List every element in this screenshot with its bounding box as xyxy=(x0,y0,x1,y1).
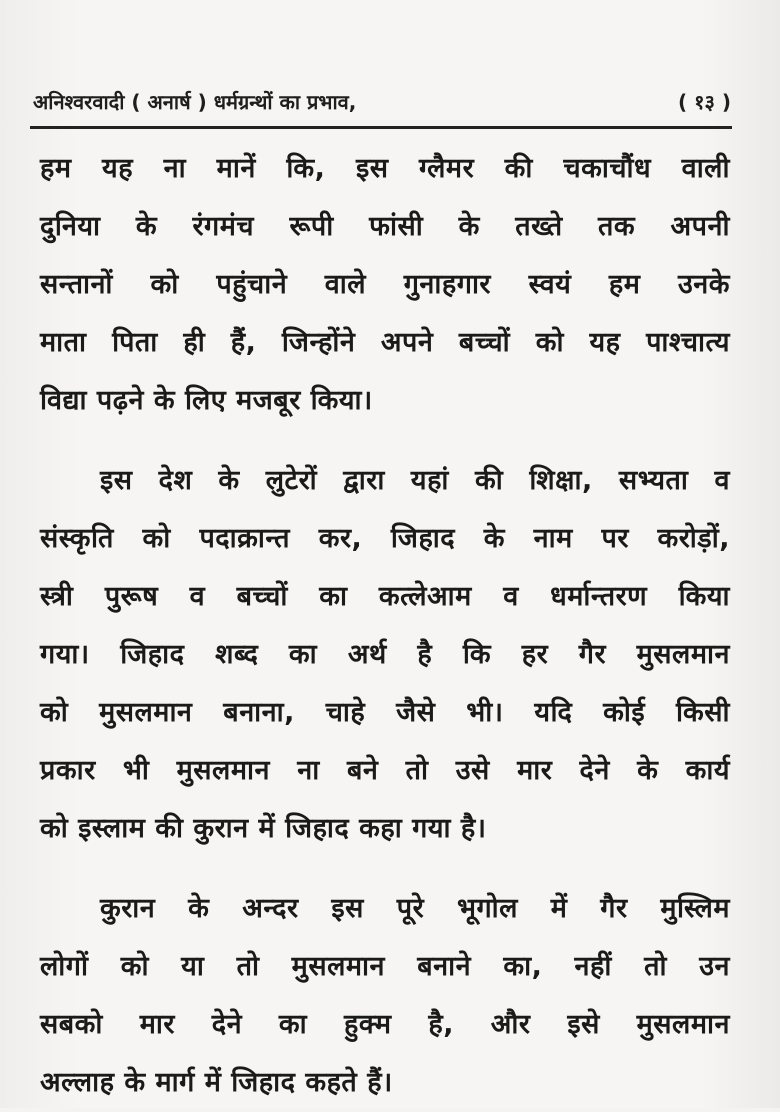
text-line: अल्लाह के मार्ग में जिहाद कहते हैं। xyxy=(40,1067,393,1098)
chapter-title: अनिश्वरवादी ( अनार्ष ) धर्मग्रन्थों का प्रभाव, xyxy=(33,90,357,114)
text-line: प्रकार भी मुसलमान ना बने तो उसे मार देने के कार्य xyxy=(40,755,730,786)
text-line: को मुसलमान बनाना, चाहे जैसे भी। यदि कोई किसी xyxy=(40,697,730,728)
text-line: को इस्लाम की कुरान में जिहाद कहा गया है। xyxy=(40,813,487,844)
text-line: गया। जिहाद शब्द का अर्थ है कि हर गैर मुसलमान xyxy=(40,639,730,670)
text-line: सबको मार देने का हुक्म है, और इसे मुसलमान xyxy=(40,1009,730,1040)
paragraph-3 xyxy=(40,880,730,1112)
text-line: संस्कृति को पदाक्रान्त कर, जिहाद के नाम पर करोड़ों, xyxy=(40,523,730,554)
header-divider xyxy=(30,126,732,129)
text-line: लोगों को या तो मुसलमान बनाने का, नहीं तो उन xyxy=(40,951,730,982)
text-line: दुनिया के रंगमंच रूपी फांसी के तख्ते तक अपनी xyxy=(40,211,730,242)
paragraph-2 xyxy=(40,452,730,858)
text-line: कुरान के अन्दर इस पूरे भूगोल में गैर मुस्लिम xyxy=(100,893,730,924)
text-line: माता पिता ही हैं, जिन्होंने अपने बच्चों को यह पाश्चात्य xyxy=(40,327,730,358)
paragraph-1 xyxy=(40,140,730,430)
text-line: विद्या पढ़ने के लिए मजबूर किया। xyxy=(40,385,373,416)
running-header xyxy=(33,88,731,116)
body-text xyxy=(40,140,730,1112)
text-line: इस देश के लुटेरों द्वारा यहां की शिक्षा, सभ्यता व xyxy=(100,465,730,496)
page-number: ( १३ ) xyxy=(677,90,731,114)
text-line: सन्तानों को पहुंचाने वाले गुनाहगार स्वयं हम उनके xyxy=(40,269,730,300)
text-line: हम यह ना मानें कि, इस ग्लैमर की चकाचौंध वाली xyxy=(40,153,730,184)
text-line: स्त्री पुरूष व बच्चों का कत्लेआम व धर्मान्तरण किया xyxy=(40,581,730,612)
